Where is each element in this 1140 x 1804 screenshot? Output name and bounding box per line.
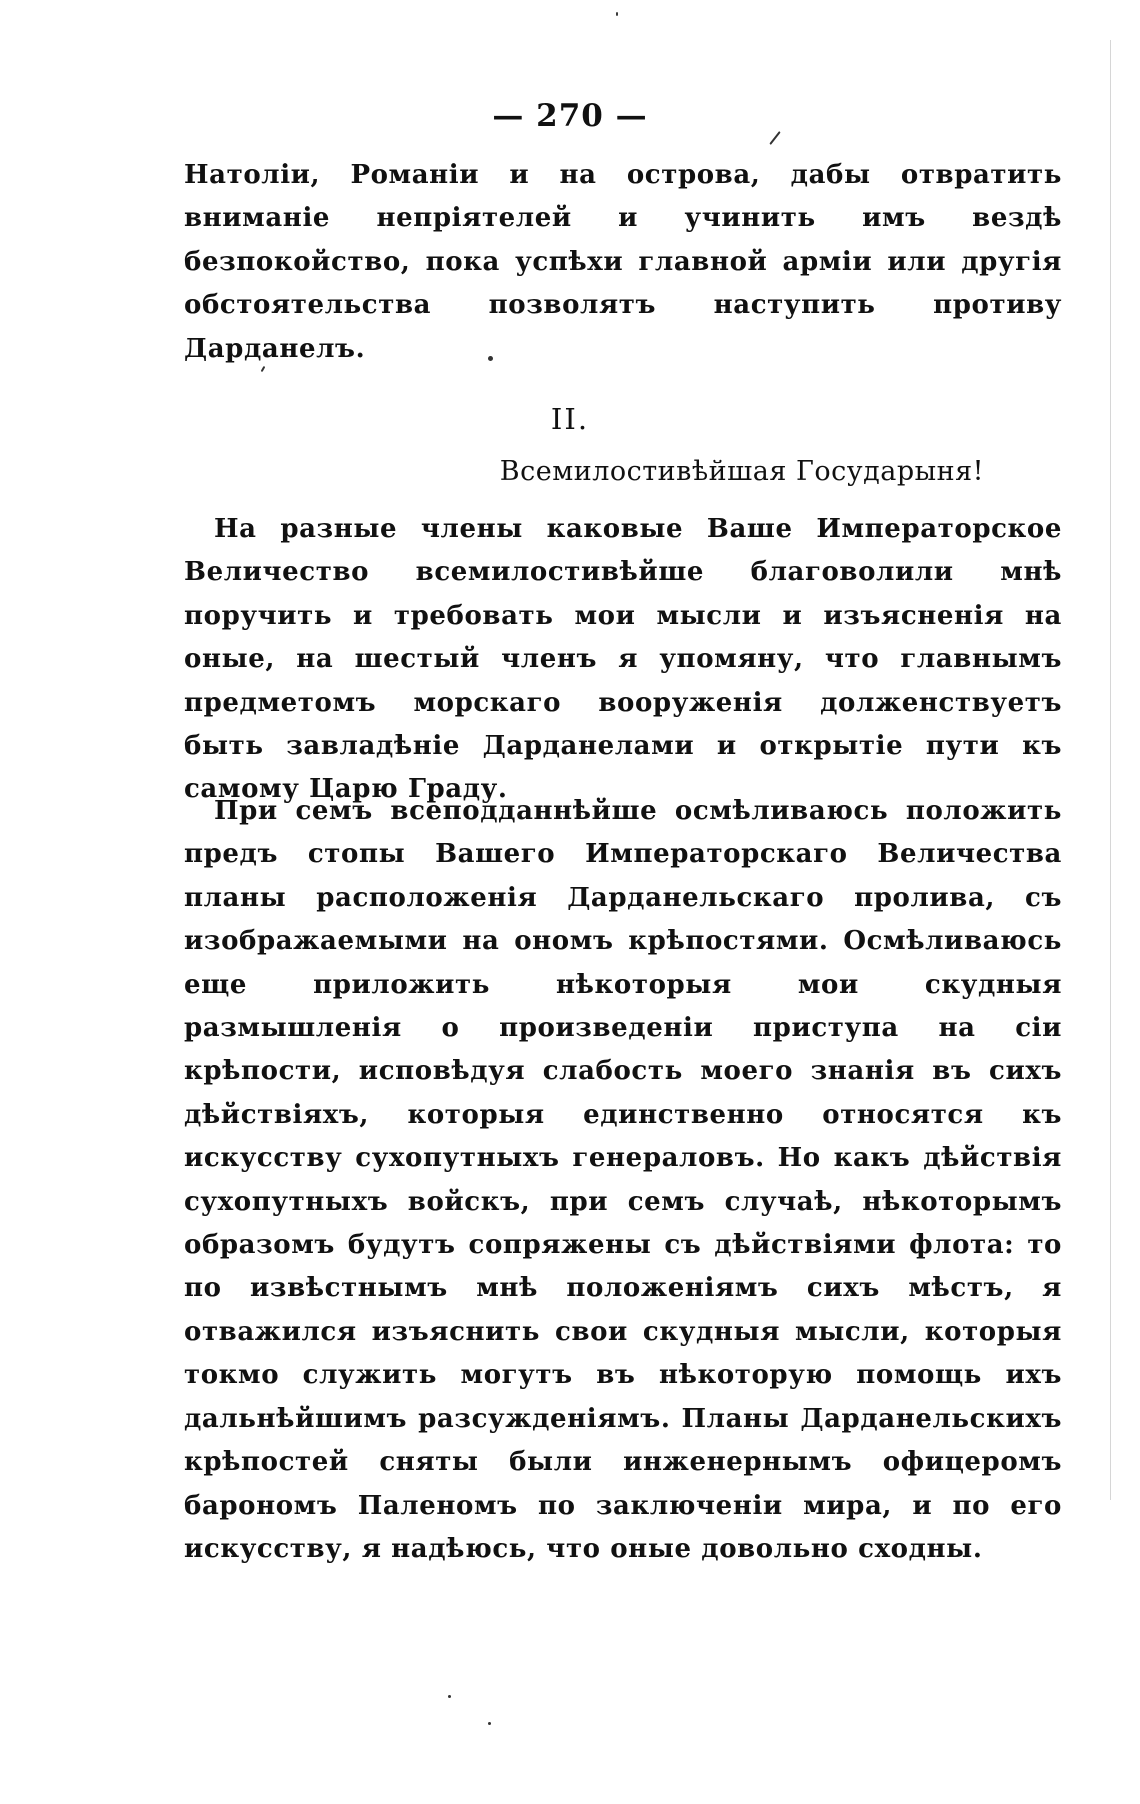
salutation: Всемилостивѣйшая Государыня! (499, 456, 984, 487)
section-numeral: II. (550, 402, 590, 436)
scan-speck (488, 356, 493, 361)
body-paragraph-1: На разные члены каковые Ваше Императорское Величество всемилостивѣйше благоволили мнѣ поручить и требовать мои мысли и изъясненія на оные, на шестый членъ я упомяну, что главнымъ предметомъ морскаго вооруженія долженствуетъ быть завладѣніе Дарданелами и открытіе пути къ самому Царю Граду. (184, 514, 1062, 805)
scan-speck (488, 1722, 491, 1725)
page-number: — 270 — (492, 98, 648, 134)
continuation-paragraph: Натоліи, Романіи и на острова, дабы отвратить вниманіе непріятелей и учинить имъ вездѣ безпокойство, пока успѣхи главной арміи или другія обстоятельства позволятъ наступить противу Дарданелъ. (184, 160, 1062, 364)
body-paragraph-2: При семъ всеподданнѣйше осмѣливаюсь положить предъ стопы Вашего Императорскаго Величества планы расположенія Дарданельскаго пролива, съ изображаемыми на ономъ крѣпостями. Осмѣливаюсь еще приложить нѣкоторыя мои скудныя размышленія о произведеніи приступа на сіи крѣпости, исповѣдуя слабость моего знанія въ сихъ дѣйствіяхъ, которыя единственно относятся къ искусству сухопутныхъ генераловъ. Но какъ дѣйствія сухопутныхъ войскъ, при семъ случаѣ, нѣкоторымъ образомъ будутъ сопряжены съ дѣйствіями флота: то по извѣстнымъ мнѣ положеніямъ сихъ мѣстъ, я отважился изъяснить свои скудныя мысли, которыя токмо служить могутъ въ нѣкоторую помощь ихъ дальнѣйшимъ разсужденіямъ. Планы Дарданельскихъ крѣпостей сняты были инженернымъ офицеромъ барономъ Паленомъ по заключеніи мира, и по его искусству, я надѣюсь, что оные довольно сходны. (184, 796, 1062, 1564)
scan-speck (448, 1695, 451, 1698)
page-edge-line (1110, 40, 1111, 1500)
scan-speck (616, 12, 618, 16)
